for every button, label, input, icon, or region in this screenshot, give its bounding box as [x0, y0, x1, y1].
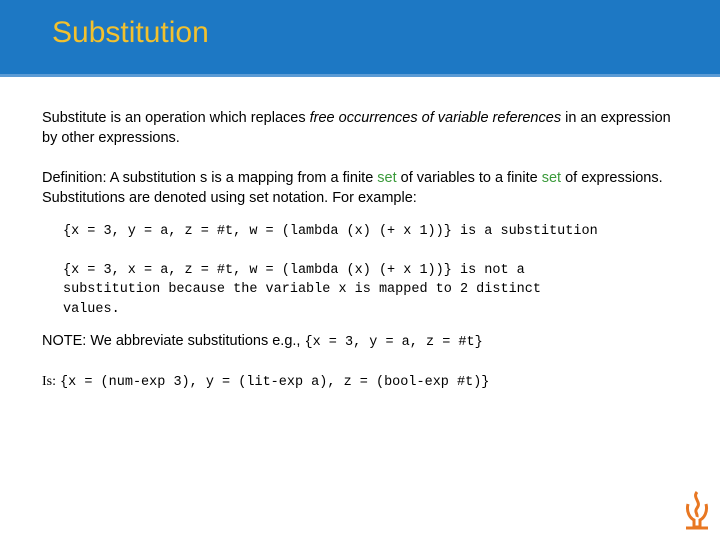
definition-label: Definition [42, 170, 103, 186]
definition-text-1: : A substitution s is a mapping from a finite [102, 170, 378, 186]
note-label: NOTE [42, 333, 83, 349]
is-paragraph [42, 371, 682, 393]
header-bar [0, 0, 720, 77]
intro-paragraph [42, 108, 682, 148]
is-code: {x = (num-exp 3), y = (lit-exp a), z = (bool-exp #t)} [60, 375, 490, 390]
slide-title: Substitution [52, 16, 209, 49]
intro-text-1: Substitute is an operation which replaces [42, 110, 310, 126]
example-substitution: {x = 3, y = a, z = #t, w = (lambda (x) (+ x 1))} is a substitution [63, 224, 598, 239]
slide-content [42, 108, 682, 393]
definition-text-2: of variables to a finite [396, 170, 542, 186]
note-paragraph [42, 331, 682, 353]
set-highlight-1: set [377, 170, 397, 186]
is-label: Is: [42, 374, 56, 389]
note-text: : We abbreviate substitutions e.g., [82, 333, 305, 349]
university-logo-icon [682, 490, 712, 530]
intro-italic: free occurrences of variable references [309, 110, 562, 126]
set-highlight-2: set [541, 170, 562, 186]
definition-paragraph [42, 168, 682, 208]
example-non-substitution: {x = 3, x = a, z = #t, w = (lambda (x) (+ x 1))} is not a substitution because the variable x is mapped to 2 distinct values. [63, 262, 541, 317]
intro-text-2: in an expression by other expressions. [42, 110, 671, 146]
definition-text-3: of expressions. Substitutions are denoted using set notation. For example: [42, 170, 663, 206]
note-code: {x = 3, y = a, z = #t} [304, 335, 483, 350]
